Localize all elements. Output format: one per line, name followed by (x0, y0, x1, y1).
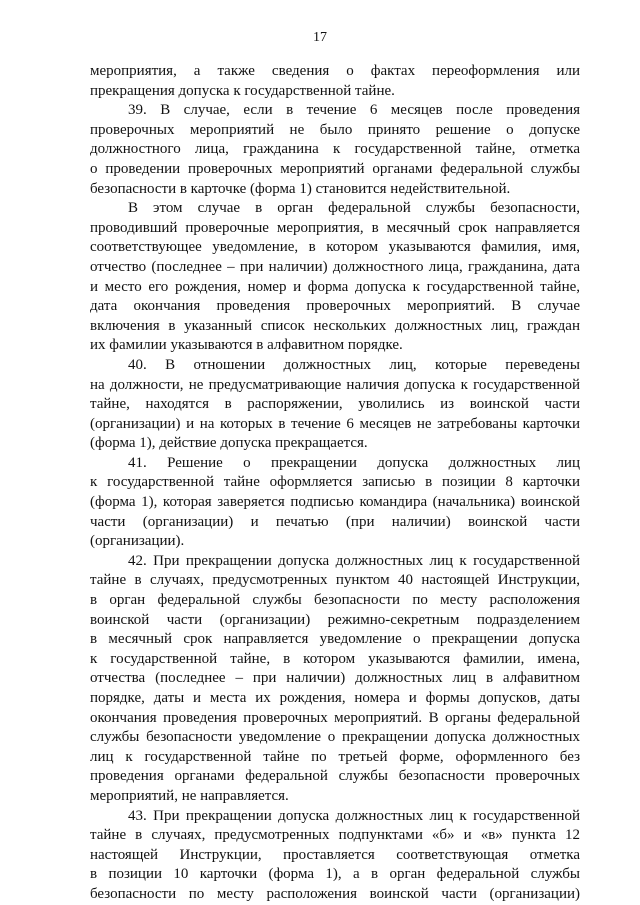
text-line: на должности, не предусматривающие наличия допуска к государственной (90, 376, 580, 393)
text-line: включения в указанный список нескольких должностных лиц, граждан (90, 317, 580, 334)
text-line: настоящей Инструкции, проставляется соответствующая отметка (90, 846, 580, 863)
text-line: (организации). (90, 533, 185, 550)
text-line: (форма 1), которая заверяется подписью командира (начальника) воинской (90, 494, 580, 511)
text-line: отчества (последнее – при наличии) должностных лиц в алфавитном (90, 670, 580, 687)
text-line: мероприятий, не направляется. (90, 787, 289, 804)
text-line: к государственной тайне, в котором указываются фамилии, имена, (90, 650, 580, 667)
text-line: безопасности в карточке (форма 1) становится недействительной. (90, 180, 511, 197)
text-line: прекращения допуска к государственной тайне. (90, 82, 395, 99)
text-line: в орган федеральной службы безопасности по месту расположения (90, 592, 580, 609)
text-line: тайне в случаях, предусмотренных пунктом 40 настоящей Инструкции, (90, 572, 580, 589)
text-line: 41. Решение о прекращении допуска должностных лиц (128, 454, 580, 471)
text-line: в месячный срок направляется уведомление о прекращении допуска (90, 631, 580, 648)
text-line: порядке, даты и места их рождения, номера и формы допусков, даты (90, 690, 580, 706)
page-number: 17 (313, 30, 327, 45)
text-line: 39. В случае, если в течение 6 месяцев после проведения (128, 102, 580, 119)
text-line: тайне, находятся в распоряжении, уволились из воинской части (90, 396, 580, 413)
text-line: проводивший проверочные мероприятия, в месячный срок направляется (90, 219, 580, 236)
text-line: лиц к государственной тайне по третьей форме, оформленного без (90, 748, 580, 765)
text-line: мероприятия, а также сведения о фактах переоформления или (90, 63, 580, 79)
text-line: (организации) и на которых в течение 6 месяцев не затребованы карточки (90, 415, 580, 432)
text-line: безопасности по месту расположения воинской части (организации) (90, 885, 580, 902)
text-line: проверочных мероприятий не было принято решение о допуске (90, 121, 580, 138)
text-line: дата окончания проведения проверочных мероприятий. В случае (90, 298, 580, 315)
text-line: (форма 1), действие допуска прекращается. (90, 435, 368, 452)
text-line: тайне в случаях, предусмотренных подпунктами «б» и «в» пункта 12 (90, 827, 580, 844)
text-line: их фамилии указываются в алфавитном порядке. (90, 337, 403, 354)
text-line: окончания проведения проверочных мероприятий. В органы федеральной (90, 709, 580, 726)
text-line: 40. В отношении должностных лиц, которые переведены (128, 356, 580, 373)
text-line: В этом случае в орган федеральной службы безопасности, (128, 200, 580, 217)
document-body (90, 62, 580, 905)
text-line: к государственной тайне оформляется записью в позиции 8 карточки (90, 474, 580, 491)
text-line: в позиции 10 карточки (форма 1), а в орган федеральной службы (90, 866, 580, 883)
text-line: соответствующее уведомление, в котором указываются фамилия, имя, (90, 239, 580, 256)
text-line: службы безопасности уведомление о прекращении допуска должностных (90, 729, 580, 746)
text-line: должностного лица, гражданина к государственной тайне, отметка (90, 141, 580, 158)
text-line: и место его рождения, номер и форма допуска к государственной тайне, (90, 278, 580, 295)
text-line: 42. При прекращении допуска должностных лиц к государственной (128, 552, 580, 569)
text-line: воинской части (организации) режимно-секретным подразделением (90, 611, 580, 628)
text-line: проведения органами федеральной службы безопасности проверочных (90, 768, 580, 785)
text-line: отчество (последнее – при наличии) должностного лица, гражданина, дата (90, 258, 580, 275)
text-line: части (организации) и печатью (при наличии) воинской части (90, 513, 580, 530)
text-line: 43. При прекращении допуска должностных лиц к государственной (128, 807, 580, 824)
text-line: о проведении проверочных мероприятий органами федеральной службы (90, 160, 580, 177)
